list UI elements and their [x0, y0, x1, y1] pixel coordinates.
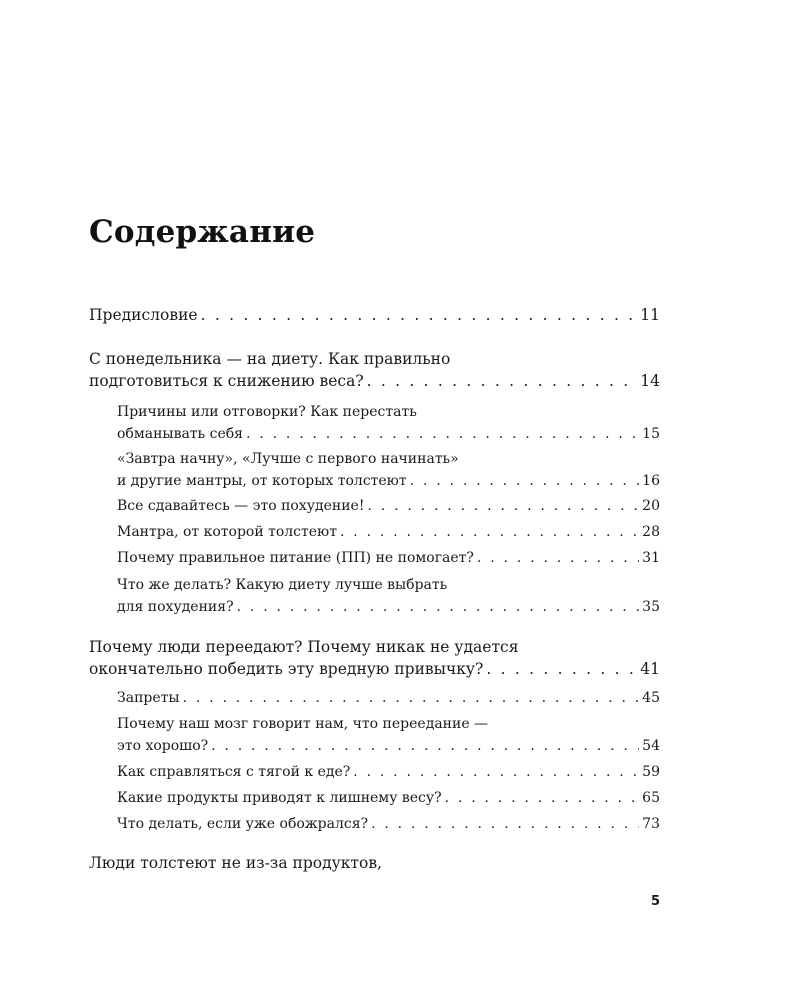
toc-page-number: 14: [640, 372, 660, 390]
toc-entry-text: Предисловие: [89, 306, 198, 324]
toc-entry-text: «Завтра начну», «Лучше с первого начинать»: [117, 451, 459, 467]
toc-page-number: 31: [642, 550, 660, 566]
toc-page-number: 15: [642, 426, 660, 442]
leader-dots: [371, 813, 639, 835]
toc-entry: [89, 304, 660, 326]
toc-entry-text: Какие продукты приводят к лишнему весу?: [117, 790, 442, 806]
toc-page-number: 59: [642, 764, 660, 780]
toc-entry: [117, 687, 660, 709]
toc-entry: [89, 636, 660, 680]
toc-page-number: 11: [640, 306, 660, 324]
leader-dots: [445, 787, 640, 809]
toc-entry: [117, 813, 660, 835]
toc-entry-text: Все сдавайтесь — это похудение!: [117, 498, 365, 514]
toc-entry-text: Как справляться с тягой к еде?: [117, 764, 351, 780]
leader-dots: [353, 761, 639, 783]
leader-dots: [486, 658, 637, 680]
toc-entry-text: окончательно победить эту вредную привычку?: [89, 660, 484, 678]
leader-dots: [477, 547, 639, 569]
toc-entry-text: и другие мантры, от которых толстеют: [117, 473, 407, 489]
leader-dots: [246, 423, 639, 445]
toc-entry: [117, 574, 660, 618]
toc-entry: [117, 547, 660, 569]
toc-entry: [117, 787, 660, 809]
toc-page-number: 54: [642, 738, 660, 754]
toc-page-number: 45: [642, 690, 660, 706]
toc-entry: [89, 348, 660, 392]
leader-dots: [237, 596, 640, 618]
toc-page-number: 28: [642, 524, 660, 540]
toc-entry: [117, 401, 660, 445]
toc-entry-text: Что делать, если уже обожрался?: [117, 816, 369, 832]
toc-entry-text: обманывать себя: [117, 426, 243, 442]
toc-entry: [117, 521, 660, 543]
toc-entry: [117, 761, 660, 783]
toc-trailing-entry: Люди толстеют не из-за продуктов,: [89, 854, 382, 872]
leader-dots: [183, 687, 640, 709]
toc-page-number: 73: [642, 816, 660, 832]
leader-dots: [340, 521, 639, 543]
page-number: 5: [650, 894, 660, 909]
toc-entry-text: Что же делать? Какую диету лучше выбрать: [117, 577, 448, 593]
toc-entry-text: Почему наш мозг говорит нам, что переедание —: [117, 716, 489, 732]
leader-dots: [367, 370, 638, 392]
toc-entry-text: Почему правильное питание (ПП) не помогает?: [117, 550, 474, 566]
toc-entry-text: Запреты: [117, 690, 180, 706]
page-title: Содержание: [89, 214, 316, 250]
toc-entry: [117, 713, 660, 757]
toc-page-number: 20: [642, 498, 660, 514]
leader-dots: [211, 735, 639, 757]
toc-entry-text: подготовиться к снижению веса?: [89, 372, 364, 390]
leader-dots: [367, 495, 639, 517]
toc-page-number: 41: [640, 660, 660, 678]
toc-page-number: 16: [642, 473, 660, 489]
toc-entry: [117, 495, 660, 517]
toc-page-number: 35: [642, 599, 660, 615]
toc-entry-text: С понедельника — на диету. Как правильно: [89, 350, 451, 368]
leader-dots: [201, 304, 638, 326]
toc-page-number: 65: [642, 790, 660, 806]
toc-entry-text: Почему люди переедают? Почему никак не удается: [89, 638, 519, 656]
leader-dots: [410, 470, 640, 492]
toc-entry-text: это хорошо?: [117, 738, 209, 754]
toc-entry-text: для похудения?: [117, 599, 234, 615]
toc-entry-text: Мантра, от которой толстеют: [117, 524, 337, 540]
toc-entry: [117, 448, 660, 492]
toc-entry-text: Причины или отговорки? Как перестать: [117, 404, 417, 420]
